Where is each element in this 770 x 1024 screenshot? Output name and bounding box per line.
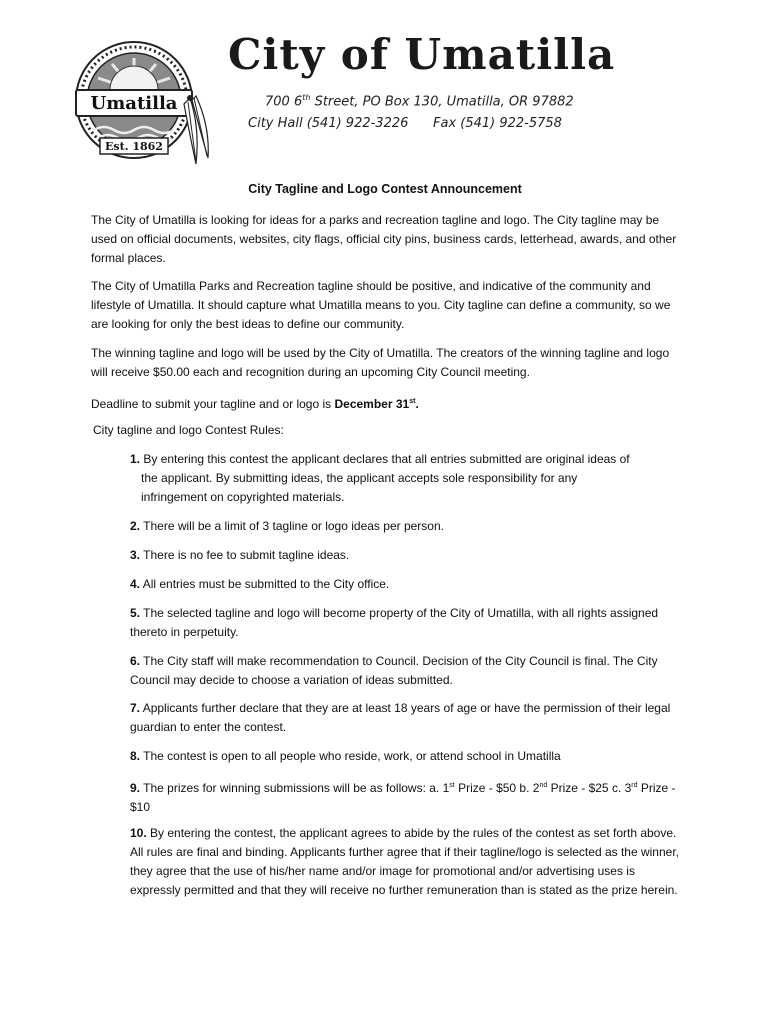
rule-number: 5. [130, 606, 141, 620]
rule-text: There will be a limit of 3 tagline or logo ideas per person. [143, 519, 444, 533]
rule-text-part3: Prize - $25 c. 3 [547, 781, 632, 795]
rule-number: 4. [130, 577, 141, 591]
rule-text: All entries must be submitted to the City office. [142, 577, 390, 591]
ordinal-2nd: nd [539, 782, 548, 789]
rule-text: Applicants further declare that they are at least 18 years of age or have the permission of their legal guardian to enter the contest. [130, 701, 671, 734]
rule-item-9 [130, 776, 680, 817]
letterhead-phone: City Hall (541) 922-3226 [248, 116, 409, 131]
rule-text-line3: infringement on copyrighted materials. [141, 490, 345, 504]
deadline-end: . [415, 397, 419, 411]
seal-graphic [72, 38, 222, 168]
rule-item-10 [130, 824, 680, 900]
rule-item-7 [130, 699, 680, 737]
rule-number: 9. [130, 781, 141, 795]
rule-text-part2: Prize - $50 b. 2 [454, 781, 540, 795]
seal-est-text: Est. 1862 [105, 140, 163, 153]
rule-number: 3. [130, 548, 141, 562]
rule-text: The City staff will make recommendation to Council. Decision of the City Council is final. The City Council may decide to choose a variation of ideas submitted. [130, 654, 658, 687]
feather-icon [184, 95, 208, 164]
rule-text: The selected tagline and logo will become property of the City of Umatilla, with all rights assigned thereto in perpetuity. [130, 606, 659, 639]
address-prefix: 700 6 [265, 94, 303, 110]
seal-name-text: Umatilla [90, 93, 178, 114]
rule-text-line2: the applicant. By submitting ideas, the applicant accepts sole responsibility for any [141, 471, 578, 485]
rule-item-1 [130, 450, 680, 507]
document-title: City Tagline and Logo Contest Announcement [248, 182, 522, 196]
rule-text: There is no fee to submit tagline ideas. [143, 548, 350, 562]
paragraph-tagline-description: The City of Umatilla Parks and Recreation tagline should be positive, and indicative of the community and lifestyle of Umatilla. It should capture what Umatilla means to you. City tagline can define a community, so we are looking for only the best ideas to define our community. [91, 279, 671, 331]
rule-number: 6. [130, 654, 141, 668]
rule-number: 1. [130, 452, 141, 466]
rule-text: The contest is open to all people who reside, work, or attend school in Umatilla [143, 749, 561, 763]
deadline-prefix: Deadline to submit your tagline and or logo is [91, 397, 335, 411]
ordinal-3rd: rd [631, 782, 638, 789]
rule-item-5 [130, 604, 680, 642]
rule-text: By entering the contest, the applicant agrees to abide by the rules of the contest as set forth above. All rules are final and binding. Applicants further agree that if their tagline/logo is selected as the winner, they agree that the use of his/her name and/or image for promotional and/or advertising uses is expressly permitted and that they will receive no further remuneration than is stated as the prize herein. [130, 826, 679, 897]
paragraph-deadline [91, 392, 683, 414]
deadline-date-text: December 31 [334, 397, 410, 411]
letterhead-title: City of Umatilla [228, 30, 616, 79]
city-seal-logo [72, 38, 222, 168]
paragraph-winner: The winning tagline and logo will be used by the City of Umatilla. The creators of the winning tagline and logo will receive $50.00 each and recognition during an upcoming City Council meeting. [91, 346, 670, 379]
rule-number: 10. [130, 826, 147, 840]
rule-item-8 [130, 747, 680, 766]
deadline-superscript: st [409, 398, 416, 405]
ordinal-1st: st [449, 782, 455, 789]
rule-number: 7. [130, 701, 141, 715]
rule-item-2 [130, 517, 680, 536]
paragraph-intro: The City of Umatilla is looking for ideas for a parks and recreation tagline and logo. The City tagline may be used on official documents, websites, city flags, official city pins, business cards, letterhead, awards, and other formal places. [91, 213, 677, 265]
rule-item-6 [130, 652, 680, 690]
rule-text-line1: By entering this contest the applicant declares that all entries submitted are original ideas of [143, 452, 630, 466]
rule-text-part4: Prize - $10 [130, 781, 676, 814]
letterhead-address [265, 93, 574, 109]
rule-item-3 [130, 546, 680, 565]
rules-heading: City tagline and logo Contest Rules: [93, 423, 284, 437]
address-suffix: Street, PO Box 130, Umatilla, OR 97882 [310, 94, 574, 110]
deadline-date [334, 397, 418, 411]
rule-item-4 [130, 575, 680, 594]
rule-text-part1: The prizes for winning submissions will be as follows: a. 1 [143, 781, 450, 795]
rule-number: 8. [130, 749, 141, 763]
letterhead-fax: Fax (541) 922-5758 [433, 116, 562, 131]
rule-number: 2. [130, 519, 141, 533]
address-superscript: th [302, 93, 311, 102]
